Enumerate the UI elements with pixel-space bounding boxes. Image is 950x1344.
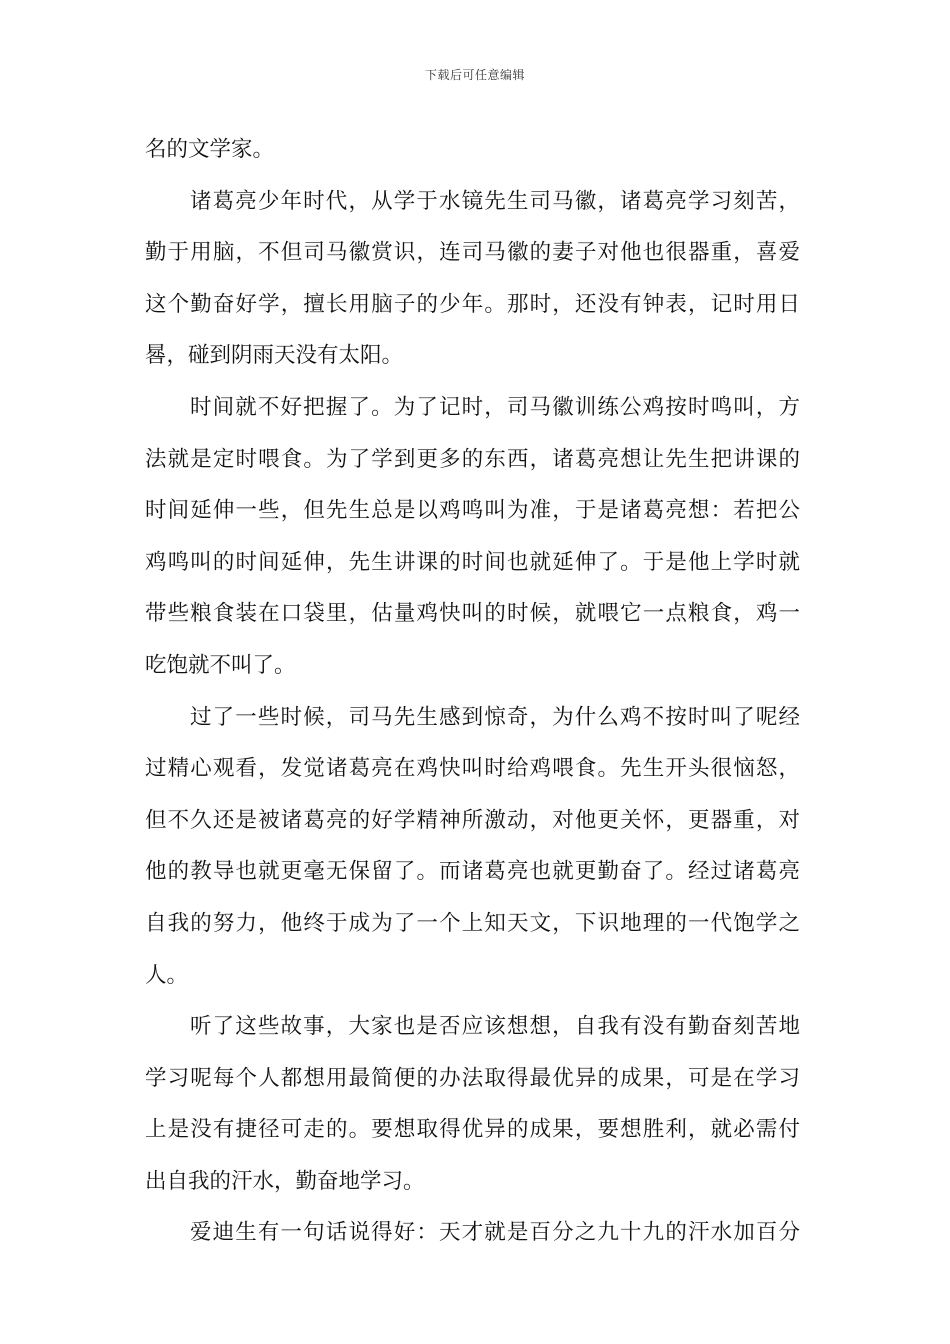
text-line: 带些粮食装在口袋里，估量鸡快叫的时候，就喂它一点粮食，鸡一 [145,601,800,627]
text-line: 学习呢每个人都想用最简便的办法取得最优异的成果，可是在学习 [145,1065,800,1091]
text-line: 吃饱就不叫了。 [145,652,296,678]
text-line: 名的文学家。 [145,137,275,162]
text-line: 听了这些故事，大家也是否应该想想，自我有没有勤奋刻苦地 [190,1014,800,1040]
text-line: 鸡鸣叫的时间延伸，先生讲课的时间也就延伸了。于是他上学时就 [145,549,800,575]
text-line: 但不久还是被诸葛亮的好学精神所激动，对他更关怀，更器重，对 [145,807,800,833]
text-line: 勤于用脑，不但司马徽赏识，连司马徽的妻子对他也很器重，喜爱 [145,240,800,266]
text-line: 上是没有捷径可走的。要想取得优异的成果，要想胜利，就必需付 [145,1117,800,1143]
text-line: 爱迪生有一句话说得好：天才就是百分之九十九的汗水加百分 [190,1220,800,1246]
text-line: 他的教导也就更毫无保留了。而诸葛亮也就更勤奋了。经过诸葛亮 [145,859,800,885]
text-line: 晷，碰到阴雨天没有太阳。 [145,343,404,369]
text-line: 法就是定时喂食。为了学到更多的东西，诸葛亮想让先生把讲课的 [145,446,800,472]
text-line: 出自我的汗水，勤奋地学习。 [145,1168,425,1194]
text-line: 过精心观看，发觉诸葛亮在鸡快叫时给鸡喂食。先生开头很恼怒， [145,756,800,782]
text-line: 诸葛亮少年时代，从学于水镜先生司马徽，诸葛亮学习刻苦， [190,188,800,214]
text-line: 人。 [145,962,189,988]
page-header-note: 下载后可任意编辑 [424,68,525,82]
text-line: 时间就不好把握了。为了记时，司马徽训练公鸡按时鸣叫，方 [190,394,800,420]
text-line: 时间延伸一些，但先生总是以鸡鸣叫为准，于是诸葛亮想：若把公 [145,498,800,524]
text-line: 自我的努力，他终于成为了一个上知天文，下识地理的一代饱学之 [145,910,800,936]
article-body [145,128,800,1263]
text-line: 这个勤奋好学，擅长用脑子的少年。那时，还没有钟表，记时用日 [145,291,800,317]
text-line: 过了一些时候，司马先生感到惊奇，为什么鸡不按时叫了呢经 [190,704,800,730]
